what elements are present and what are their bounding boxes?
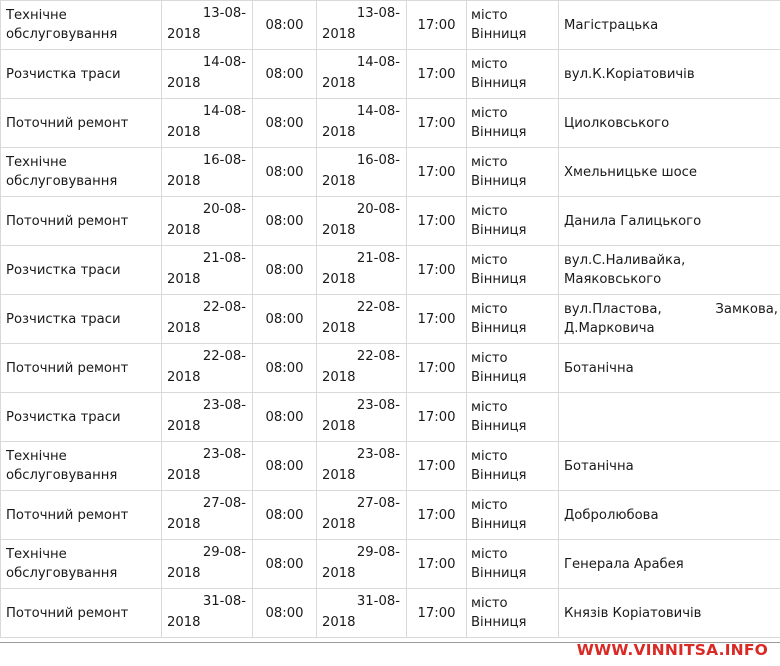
end-date-day: 22-08-	[356, 300, 400, 315]
street-cell: Магістрацька	[559, 1, 780, 50]
end-date-cell	[317, 148, 407, 197]
work-type-cell: Технічне обслуговування	[1, 1, 162, 50]
city-line: Вінниця	[471, 615, 527, 630]
city-cell	[467, 148, 559, 197]
work-type-cell: Розчистка траси	[1, 295, 162, 344]
start-date-year: 2018	[167, 468, 201, 483]
end-date-cell	[317, 50, 407, 99]
end-date-cell	[317, 197, 407, 246]
street-part: Замкова,	[715, 302, 778, 317]
end-date-cell	[317, 540, 407, 589]
end-date-day: 21-08-	[356, 251, 400, 266]
city-cell	[467, 246, 559, 295]
city-line: Вінниця	[471, 27, 527, 42]
end-date-year: 2018	[322, 419, 356, 434]
street-cell: Генерала Арабея	[559, 540, 780, 589]
start-date-day: 14-08-	[202, 55, 246, 70]
end-date-year: 2018	[322, 174, 356, 189]
city-line: місто	[471, 449, 508, 464]
work-type-cell: Поточний ремонт	[1, 491, 162, 540]
end-date-cell	[317, 246, 407, 295]
start-date-year: 2018	[167, 566, 201, 581]
start-date-cell	[162, 442, 253, 491]
end-date-day: 23-08-	[356, 398, 400, 413]
start-date-year: 2018	[167, 517, 201, 532]
end-date-year: 2018	[322, 321, 356, 336]
city-line: Вінниця	[471, 125, 527, 140]
city-line: Вінниця	[471, 468, 527, 483]
start-date-cell	[162, 197, 253, 246]
start-time-cell: 08:00	[253, 246, 317, 295]
table-row	[1, 295, 780, 344]
street-cell: вул.К.Коріатовичів	[559, 50, 780, 99]
work-type-cell: Поточний ремонт	[1, 344, 162, 393]
end-time-cell: 17:00	[407, 148, 467, 197]
city-line: місто	[471, 547, 508, 562]
work-type-cell: Поточний ремонт	[1, 99, 162, 148]
end-date-day: 27-08-	[356, 496, 400, 511]
city-cell	[467, 344, 559, 393]
city-cell	[467, 197, 559, 246]
end-date-day: 16-08-	[356, 153, 400, 168]
city-line: Вінниця	[471, 174, 527, 189]
city-cell	[467, 1, 559, 50]
end-date-day: 31-08-	[356, 594, 400, 609]
table-row	[1, 442, 780, 491]
street-part: Д.Марковича	[564, 321, 655, 336]
start-date-year: 2018	[167, 223, 201, 238]
end-time-cell: 17:00	[407, 442, 467, 491]
end-date-year: 2018	[322, 370, 356, 385]
start-date-cell	[162, 540, 253, 589]
start-date-day: 27-08-	[202, 496, 246, 511]
start-time-cell: 08:00	[253, 540, 317, 589]
work-type-cell: Розчистка траси	[1, 246, 162, 295]
start-time-cell: 08:00	[253, 50, 317, 99]
city-line: місто	[471, 351, 508, 366]
city-line: місто	[471, 302, 508, 317]
end-time-cell: 17:00	[407, 589, 467, 638]
end-date-day: 13-08-	[356, 6, 400, 21]
start-time-cell: 08:00	[253, 148, 317, 197]
city-line: Вінниця	[471, 419, 527, 434]
city-line: місто	[471, 204, 508, 219]
start-date-year: 2018	[167, 27, 201, 42]
street-cell: вул.С.Наливайка, Маяковського	[559, 246, 780, 295]
end-date-year: 2018	[322, 223, 356, 238]
start-date-day: 13-08-	[202, 6, 246, 21]
street-cell: Ботанічна	[559, 442, 780, 491]
start-time-cell: 08:00	[253, 589, 317, 638]
end-date-cell	[317, 589, 407, 638]
city-line: місто	[471, 57, 508, 72]
end-date-year: 2018	[322, 27, 356, 42]
city-cell	[467, 442, 559, 491]
start-date-day: 29-08-	[202, 545, 246, 560]
start-date-day: 23-08-	[202, 398, 246, 413]
table-row	[1, 540, 780, 589]
start-time-cell: 08:00	[253, 1, 317, 50]
start-date-year: 2018	[167, 174, 201, 189]
end-date-day: 20-08-	[356, 202, 400, 217]
table-row	[1, 393, 780, 442]
start-time-cell: 08:00	[253, 344, 317, 393]
end-time-cell: 17:00	[407, 295, 467, 344]
site-watermark: WWW.VINNITSA.INFO	[576, 641, 768, 659]
work-type-cell: Технічне обслуговування	[1, 148, 162, 197]
end-time-cell: 17:00	[407, 1, 467, 50]
city-line: Вінниця	[471, 272, 527, 287]
start-date-cell	[162, 491, 253, 540]
city-cell	[467, 99, 559, 148]
table-row	[1, 1, 780, 50]
start-time-cell: 08:00	[253, 393, 317, 442]
table-row	[1, 344, 780, 393]
end-date-year: 2018	[322, 468, 356, 483]
city-line: місто	[471, 106, 508, 121]
start-date-cell	[162, 148, 253, 197]
end-time-cell: 17:00	[407, 393, 467, 442]
street-cell	[559, 295, 780, 344]
start-date-cell	[162, 246, 253, 295]
city-line: місто	[471, 498, 508, 513]
start-time-cell: 08:00	[253, 295, 317, 344]
end-date-year: 2018	[322, 517, 356, 532]
city-line: місто	[471, 400, 508, 415]
end-time-cell: 17:00	[407, 246, 467, 295]
street-cell: Циолковського	[559, 99, 780, 148]
end-date-cell	[317, 442, 407, 491]
start-date-year: 2018	[167, 321, 201, 336]
city-cell	[467, 491, 559, 540]
table-row	[1, 148, 780, 197]
table-row	[1, 246, 780, 295]
end-date-cell	[317, 1, 407, 50]
table-row	[1, 197, 780, 246]
street-cell: Добролюбова	[559, 491, 780, 540]
street-cell	[559, 393, 780, 442]
work-type-cell: Технічне обслуговування	[1, 442, 162, 491]
start-date-year: 2018	[167, 370, 201, 385]
start-date-day: 21-08-	[202, 251, 246, 266]
street-part: вул.Пластова,	[564, 302, 662, 317]
end-date-year: 2018	[322, 272, 356, 287]
city-line: місто	[471, 253, 508, 268]
end-date-day: 23-08-	[356, 447, 400, 462]
city-line: місто	[471, 155, 508, 170]
city-line: Вінниця	[471, 566, 527, 581]
street-cell: Князів Коріатовичів	[559, 589, 780, 638]
city-cell	[467, 589, 559, 638]
city-line: Вінниця	[471, 76, 527, 91]
street-cell: Данила Галицького	[559, 197, 780, 246]
city-line: Вінниця	[471, 223, 527, 238]
start-date-year: 2018	[167, 125, 201, 140]
start-date-day: 14-08-	[202, 104, 246, 119]
city-line: Вінниця	[471, 517, 527, 532]
start-date-cell	[162, 344, 253, 393]
start-time-cell: 08:00	[253, 99, 317, 148]
start-date-day: 16-08-	[202, 153, 246, 168]
city-cell	[467, 50, 559, 99]
work-type-cell: Технічне обслуговування	[1, 540, 162, 589]
end-date-cell	[317, 295, 407, 344]
start-time-cell: 08:00	[253, 491, 317, 540]
city-line: місто	[471, 596, 508, 611]
street-cell: Хмельницьке шосе	[559, 148, 780, 197]
city-cell	[467, 393, 559, 442]
end-date-cell	[317, 393, 407, 442]
start-date-day: 20-08-	[202, 202, 246, 217]
start-date-year: 2018	[167, 419, 201, 434]
end-date-day: 14-08-	[356, 55, 400, 70]
start-date-day: 31-08-	[202, 594, 246, 609]
end-date-year: 2018	[322, 125, 356, 140]
schedule-table-body	[1, 1, 780, 638]
work-type-cell: Поточний ремонт	[1, 589, 162, 638]
end-time-cell: 17:00	[407, 344, 467, 393]
start-time-cell: 08:00	[253, 197, 317, 246]
start-date-cell	[162, 393, 253, 442]
end-time-cell: 17:00	[407, 50, 467, 99]
end-date-day: 22-08-	[356, 349, 400, 364]
end-time-cell: 17:00	[407, 99, 467, 148]
end-date-year: 2018	[322, 566, 356, 581]
end-time-cell: 17:00	[407, 197, 467, 246]
start-date-year: 2018	[167, 615, 201, 630]
start-date-cell	[162, 1, 253, 50]
start-date-year: 2018	[167, 272, 201, 287]
street-cell: Ботанічна	[559, 344, 780, 393]
city-line: місто	[471, 8, 508, 23]
end-date-day: 14-08-	[356, 104, 400, 119]
city-line: Вінниця	[471, 321, 527, 336]
table-row	[1, 491, 780, 540]
work-type-cell: Поточний ремонт	[1, 197, 162, 246]
city-line: Вінниця	[471, 370, 527, 385]
start-date-cell	[162, 295, 253, 344]
start-date-day: 22-08-	[202, 300, 246, 315]
table-row	[1, 589, 780, 638]
work-type-cell: Розчистка траси	[1, 50, 162, 99]
end-date-year: 2018	[322, 76, 356, 91]
table-row	[1, 50, 780, 99]
start-date-cell	[162, 589, 253, 638]
start-date-day: 23-08-	[202, 447, 246, 462]
end-date-cell	[317, 491, 407, 540]
start-date-year: 2018	[167, 76, 201, 91]
end-date-cell	[317, 99, 407, 148]
end-date-cell	[317, 344, 407, 393]
end-date-year: 2018	[322, 615, 356, 630]
start-time-cell: 08:00	[253, 442, 317, 491]
end-date-day: 29-08-	[356, 545, 400, 560]
start-date-day: 22-08-	[202, 349, 246, 364]
start-date-cell	[162, 99, 253, 148]
end-time-cell: 17:00	[407, 491, 467, 540]
end-time-cell: 17:00	[407, 540, 467, 589]
city-cell	[467, 540, 559, 589]
start-date-cell	[162, 50, 253, 99]
table-row	[1, 99, 780, 148]
city-cell	[467, 295, 559, 344]
work-type-cell: Розчистка траси	[1, 393, 162, 442]
